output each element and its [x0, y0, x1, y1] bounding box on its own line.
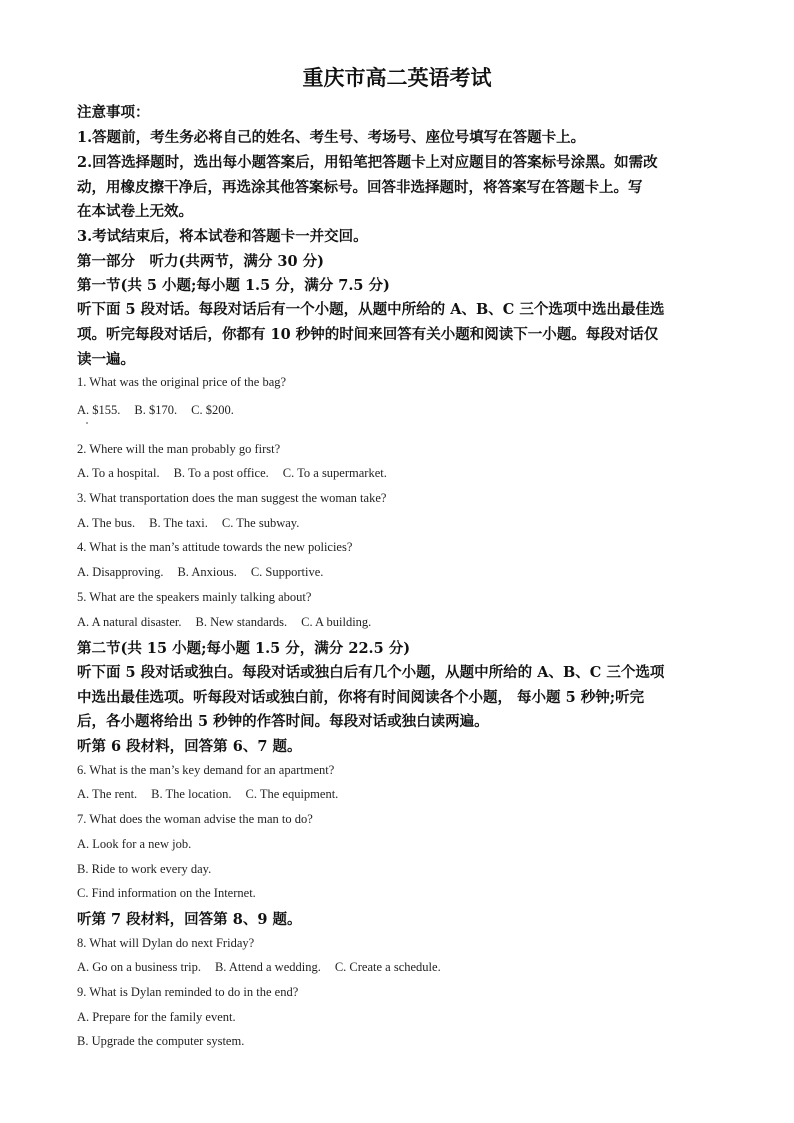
scan-speck — [86, 422, 88, 424]
question-9-option-b: B. Upgrade the computer system. — [77, 1034, 245, 1048]
option-c: C. The subway. — [221, 516, 300, 530]
section-one-instruction-line-3: 读一遍。 — [77, 351, 135, 368]
question-2-options — [77, 466, 401, 481]
option-b: B. $170. — [134, 403, 178, 417]
option-b: B. New standards. — [195, 615, 288, 629]
question-7-option-a: A. Look for a new job. — [77, 837, 192, 851]
question-3-stem: 3. What transportation does the man suggest the woman take? — [77, 491, 387, 505]
notice-item-2-line-3: 在本试卷上无效。 — [77, 203, 193, 220]
option-c: C. $200. — [191, 403, 234, 417]
notice-item-2-line-2: 动，用橡皮擦干净后，再选涂其他答案标号。回答非选择题时，将答案写在答题卡上。写 — [77, 179, 643, 196]
question-6-options — [77, 787, 352, 802]
section-one-instruction-line-1: 听下面 5 段对话。每段对话后有一个小题，从题中所给的 A、B、C 三个选项中选出最佳选 — [77, 301, 665, 318]
option-c: C. The equipment. — [245, 787, 339, 801]
material-7-heading: 听第 7 段材料，回答第 8、9 题。 — [77, 911, 302, 928]
section-two-instruction-line-1: 听下面 5 段对话或独白。每段对话或独白后有几个小题，从题中所给的 A、B、C 三个选项 — [77, 664, 665, 681]
option-c: C. Create a schedule. — [334, 960, 441, 974]
question-4-stem: 4. What is the man’s attitude towards the new policies? — [77, 540, 353, 554]
notice-item-2-line-1: 2.回答选择题时，选出每小题答案后，用铅笔把答题卡上对应题目的答案标号涂黑。如需改 — [77, 154, 658, 171]
question-7-stem: 7. What does the woman advise the man to do? — [77, 812, 313, 826]
notice-heading: 注意事项： — [77, 104, 150, 121]
option-a: A. The rent. — [77, 787, 138, 801]
option-a: A. The bus. — [77, 516, 136, 530]
option-a: A. A natural disaster. — [77, 615, 182, 629]
option-a: A. To a hospital. — [77, 466, 160, 480]
part-one-heading: 第一部分 听力(共两节，满分 30 分) — [77, 253, 324, 270]
option-b: B. Anxious. — [177, 565, 237, 579]
question-3-options — [77, 516, 313, 531]
option-b: B. The location. — [151, 787, 232, 801]
question-8-options — [77, 960, 455, 975]
option-b: B. To a post office. — [173, 466, 269, 480]
notice-item-3: 3.考试结束后，将本试卷和答题卡一并交回。 — [77, 228, 368, 245]
question-8-stem: 8. What will Dylan do next Friday? — [77, 936, 255, 950]
question-5-stem: 5. What are the speakers mainly talking about? — [77, 590, 312, 604]
section-one-instruction-line-2: 项。听完每段对话后，你都有 10 秒钟的时间来回答有关小题和阅读下一小题。每段对话仅 — [77, 326, 659, 343]
section-two-heading: 第二节(共 15 小题;每小题 1.5 分，满分 22.5 分) — [77, 640, 411, 657]
option-b: B. Attend a wedding. — [214, 960, 321, 974]
option-c: C. To a supermarket. — [282, 466, 387, 480]
option-c: C. A building. — [301, 615, 372, 629]
option-a: A. Go on a business trip. — [77, 960, 201, 974]
exam-title: 重庆市高二英语考试 — [302, 65, 492, 90]
material-6-heading: 听第 6 段材料，回答第 6、7 题。 — [77, 738, 302, 755]
section-one-heading: 第一节(共 5 小题;每小题 1.5 分，满分 7.5 分) — [77, 277, 390, 294]
question-2-stem: 2. Where will the man probably go first? — [77, 442, 281, 456]
question-9-stem: 9. What is Dylan reminded to do in the end? — [77, 985, 299, 999]
option-b: B. The taxi. — [149, 516, 208, 530]
question-5-options — [77, 615, 385, 630]
question-7-option-b: B. Ride to work every day. — [77, 862, 212, 876]
section-two-instruction-line-2: 中选出最佳选项。听每段对话或独白前，你将有时间阅读各个小题， 每小题 5 秒钟;听完 — [77, 689, 645, 706]
option-c: C. Supportive. — [250, 565, 324, 579]
notice-item-1: 1.答题前，考生务必将自己的姓名、考生号、考场号、座位号填写在答题卡上。 — [77, 129, 586, 146]
question-6-stem: 6. What is the man’s key demand for an apartment? — [77, 763, 335, 777]
question-1-stem: 1. What was the original price of the bag? — [77, 375, 287, 389]
question-4-options — [77, 565, 337, 580]
section-two-instruction-line-3: 后，各小题将给出 5 秒钟的作答时间。每段对话或独白读两遍。 — [77, 713, 489, 730]
option-a: A. Disapproving. — [77, 565, 164, 579]
option-a: A. $155. — [77, 403, 121, 417]
question-7-option-c: C. Find information on the Internet. — [77, 886, 256, 900]
question-9-option-a: A. Prepare for the family event. — [77, 1010, 236, 1024]
question-1-options — [77, 403, 248, 418]
